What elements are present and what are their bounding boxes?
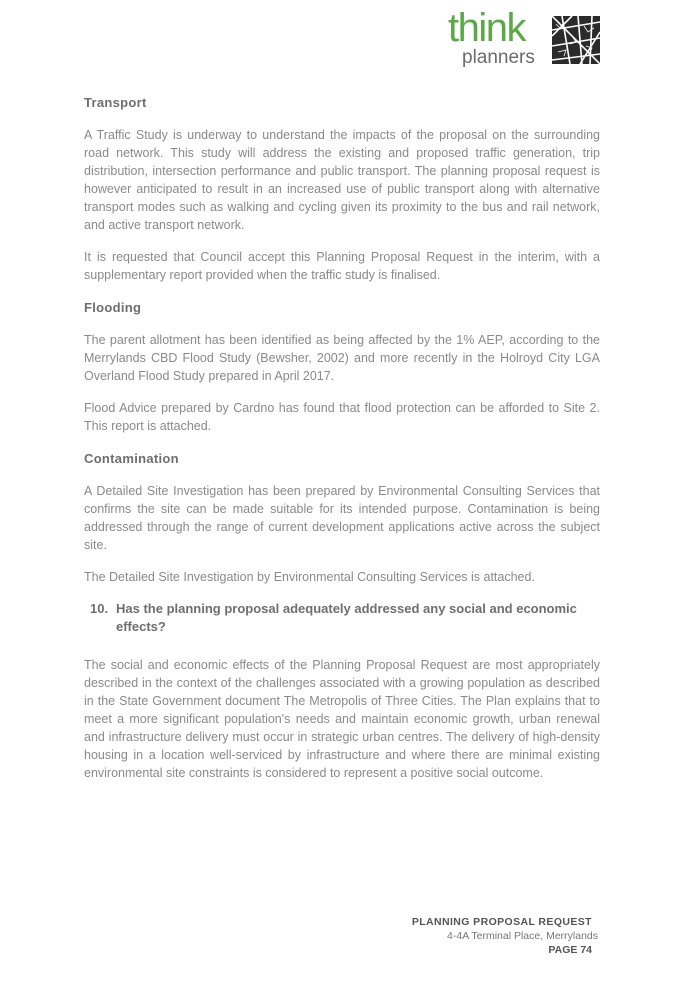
- footer-document-title: PLANNING PROPOSAL REQUEST: [411, 916, 592, 928]
- heading-transport: Transport: [84, 95, 147, 110]
- transport-paragraph-1: A Traffic Study is underway to understand the impacts of the proposal on the surrounding road network. This study will address the existing and proposed traffic generation, trip distribution, intersection performance and public transport. The planning proposal request is however anticipated to result in an increased use of public transport along with alternative transport modes such as walking and cycling given its proximity to the bus and rail network, and active transport network.: [84, 128, 600, 232]
- contamination-paragraph-2: The Detailed Site Investigation by Environmental Consulting Services is attached.: [84, 570, 535, 584]
- footer-address: 4-4A Terminal Place, Merrylands: [447, 930, 598, 942]
- question-text: Has the planning proposal adequately addressed any social and economic effects?: [116, 601, 577, 634]
- question-answer-paragraph: The social and economic effects of the Planning Proposal Request are most appropriately described in the context of the challenges associated with a growing population as described in the State Government document The Metropolis of Three Cities. The Plan explains that to meet a more significant population's needs and maintain economic growth, urban renewal and infrastructure delivery must occur in strategic urban centres. The delivery of high-density housing in a location well-serviced by infrastructure and where there are minimal existing environmental site constraints is considered to represent a positive social outcome.: [84, 658, 600, 780]
- footer-page-number: PAGE 74: [548, 944, 592, 956]
- question-heading: [84, 600, 600, 636]
- flooding-paragraph-1: The parent allotment has been identified as being affected by the 1% AEP, according to the Merrylands CBD Flood Study (Bewsher, 2002) and more recently in the Holroyd City LGA Overland Flood Study prepared in April 2017.: [84, 333, 600, 383]
- logo-planners-text: planners: [462, 47, 535, 68]
- think-planners-logo: [448, 6, 603, 70]
- logo-think-text: think: [448, 6, 525, 50]
- page-footer: [412, 915, 598, 958]
- transport-paragraph-2: It is requested that Council accept this Planning Proposal Request in the interim, with a supplementary report provided when the traffic study is finalised.: [84, 250, 600, 282]
- question-number: 10.: [90, 601, 109, 616]
- contamination-paragraph-1: A Detailed Site Investigation has been prepared by Environmental Consulting Services that confirms the site can be made suitable for its intended purpose. Contamination is being addressed through the range of current development applications active across the subject site.: [84, 484, 600, 552]
- flooding-paragraph-2: Flood Advice prepared by Cardno has found that flood protection can be afforded to Site 2. This report is attached.: [84, 401, 600, 433]
- city-map-icon: [552, 16, 600, 64]
- heading-contamination: Contamination: [84, 451, 179, 466]
- heading-flooding: Flooding: [84, 300, 142, 315]
- page-content: [84, 94, 600, 782]
